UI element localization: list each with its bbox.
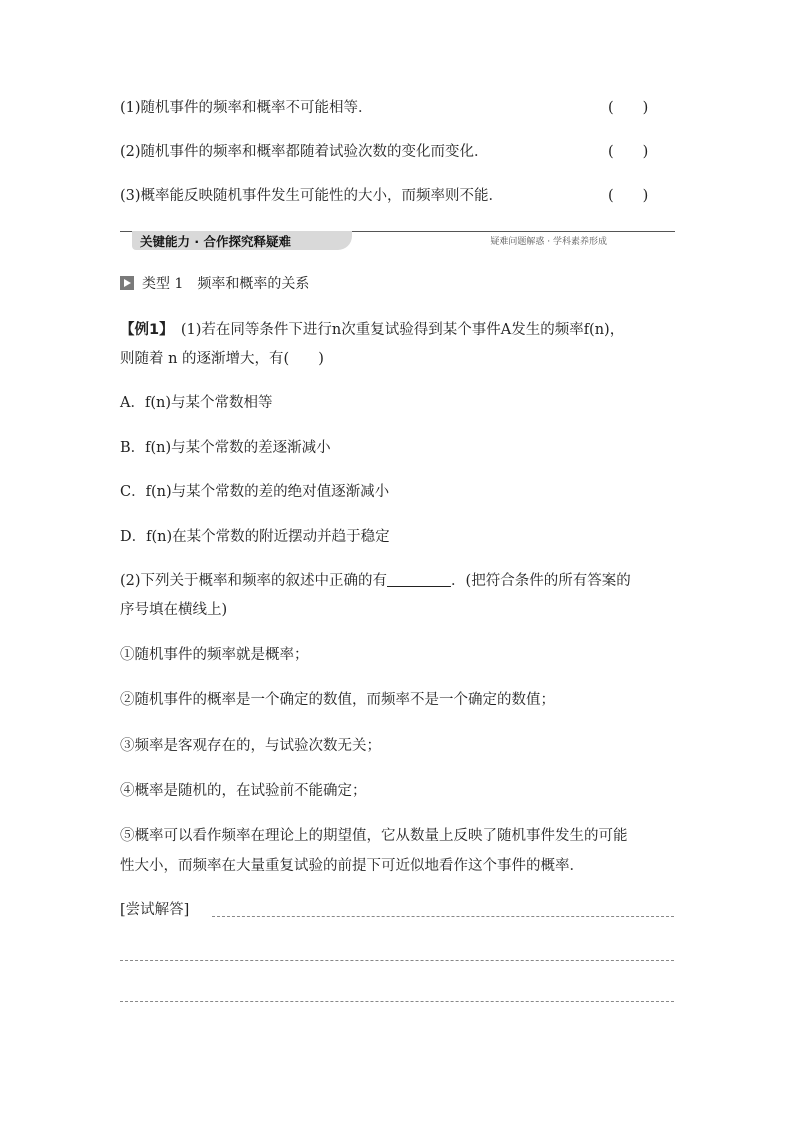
statement-5-line-1: ⑤概率可以看作频率在理论上的期望值，它从数量上反映了随机事件发生的可能 bbox=[120, 828, 628, 844]
example-1-line-1 bbox=[120, 320, 624, 340]
answer-line-1[interactable] bbox=[212, 916, 674, 917]
option-d[interactable]: D．f(n)在某个常数的附近摆动并趋于稳定 bbox=[120, 529, 390, 545]
judgment-2-text: (2)随机事件的频率和概率都随着试验次数的变化而变化． bbox=[120, 144, 489, 160]
section-banner bbox=[120, 228, 675, 250]
banner-subtitle: 疑难问题解惑 · 学科素养形成 bbox=[490, 237, 607, 247]
part-2-line-2: 序号填在横线上) bbox=[120, 602, 228, 618]
statement-4: ④概率是随机的，在试验前不能确定； bbox=[120, 783, 367, 799]
statement-5-line-2: 性大小，而频率在大量重复试验的前提下可近似地看作这个事件的概率． bbox=[120, 858, 584, 874]
statement-2: ②随机事件的概率是一个确定的数值，而频率不是一个确定的数值； bbox=[120, 692, 555, 708]
option-a[interactable]: A．f(n)与某个常数相等 bbox=[120, 395, 273, 411]
statement-1: ①随机事件的频率就是概率； bbox=[120, 647, 309, 663]
answer-line-2[interactable] bbox=[120, 960, 674, 961]
option-c[interactable]: C．f(n)与某个常数的差的绝对值逐渐减小 bbox=[120, 484, 390, 500]
judgment-3-answer-paren[interactable]: ( ) bbox=[608, 188, 649, 204]
judgment-1-answer-paren[interactable]: ( ) bbox=[608, 100, 649, 116]
example-question-text: (1)若在同等条件下进行n次重复试验得到某个事件A发生的频率f(n)， bbox=[166, 322, 625, 338]
example-label: 【例1】 bbox=[120, 322, 167, 338]
statement-3: ③频率是客观存在的，与试验次数无关； bbox=[120, 738, 381, 754]
example-1-line-2: 则随着 n 的逐渐增大，有( ) bbox=[120, 351, 324, 367]
type-heading-text: 类型 1 频率和概率的关系 bbox=[142, 276, 310, 292]
banner-title: 关键能力 · 合作探究释疑难 bbox=[140, 234, 291, 249]
answer-label: [尝试解答] bbox=[120, 902, 190, 918]
play-triangle-icon bbox=[120, 276, 134, 290]
part-2-instruction: ．(把符合条件的所有答案的 bbox=[451, 573, 631, 589]
part-2-line-1 bbox=[120, 571, 631, 591]
type-heading bbox=[120, 274, 309, 294]
answer-line-3[interactable] bbox=[120, 1001, 674, 1002]
part-2-prompt: (2)下列关于概率和频率的叙述中正确的有 bbox=[120, 573, 388, 589]
judgment-1-text: (1)随机事件的频率和概率不可能相等． bbox=[120, 100, 373, 116]
judgment-2-answer-paren[interactable]: ( ) bbox=[608, 144, 649, 160]
option-b[interactable]: B．f(n)与某个常数的差逐渐减小 bbox=[120, 440, 331, 456]
answer-blank[interactable] bbox=[387, 572, 451, 587]
judgment-3-text: (3)概率能反映随机事件发生可能性的大小，而频率则不能． bbox=[120, 188, 504, 204]
